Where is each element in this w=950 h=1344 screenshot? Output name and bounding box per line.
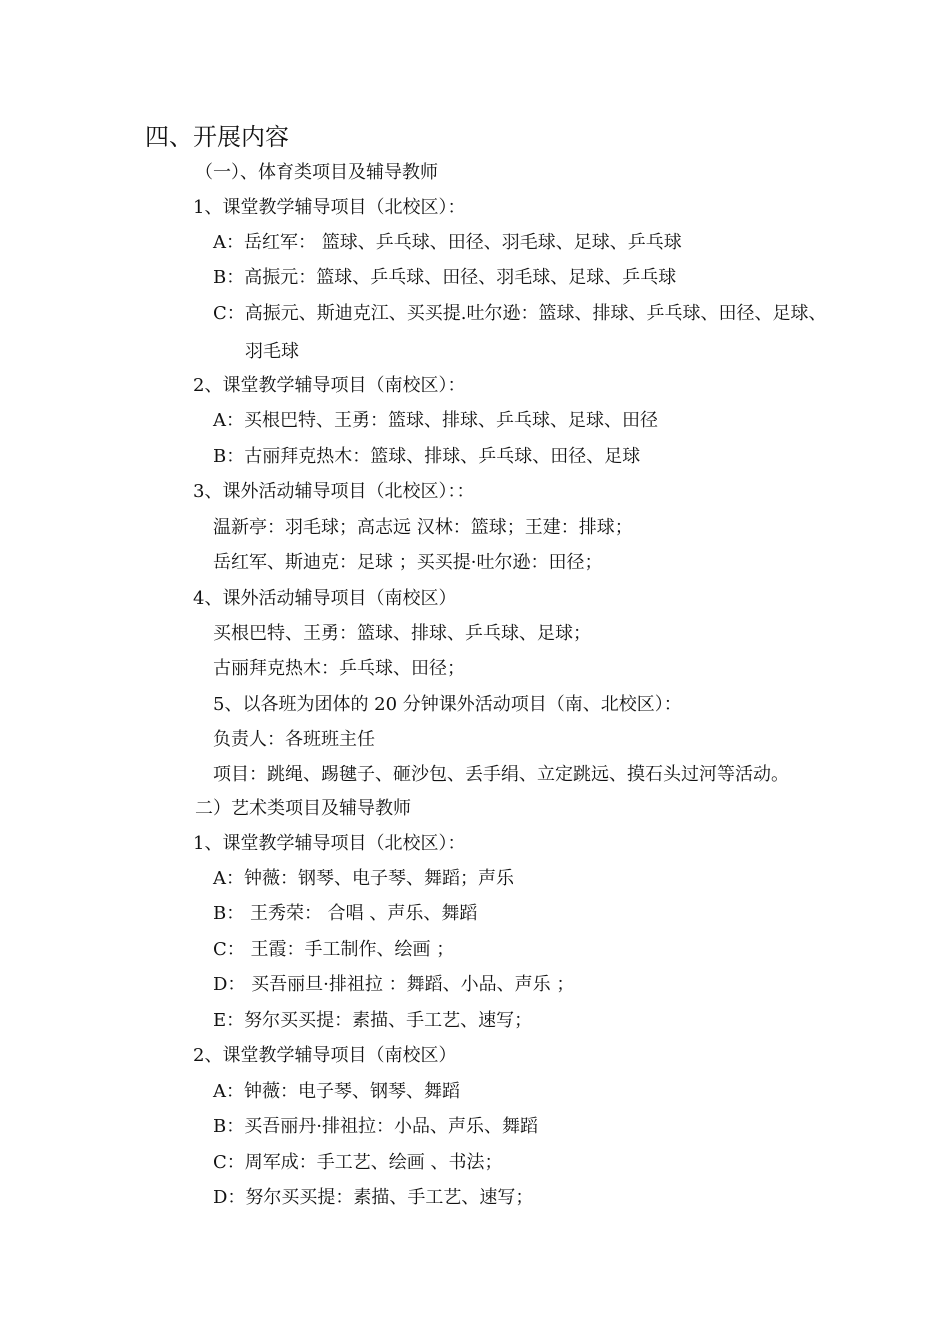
arts-classroom-south-item-c: C：周军成：手工艺、绘画 、书法； <box>213 1152 503 1173</box>
arts-classroom-north-item-d: D： 买吾丽旦·排祖拉 ：舞蹈、小品、声乐 ； <box>213 974 575 995</box>
sports-classroom-north-item-b: B：高振元：篮球、乒乓球、田径、羽毛球、足球、乒乓球 <box>213 267 677 288</box>
sports-classroom-south-item-a: A：买根巴特、王勇：篮球、排球、乒乓球、足球、田径 <box>213 410 658 431</box>
sports-extracurricular-south-line-1: 买根巴特、王勇：篮球、排球、乒乓球、足球； <box>213 623 591 644</box>
arts-classroom-north-item-c: C： 王霞：手工制作、绘画 ； <box>213 939 455 960</box>
sports-extracurricular-south-title: 4、课外活动辅导项目（南校区） <box>193 588 457 609</box>
arts-classroom-south-title: 2、课堂教学辅导项目（南校区） <box>193 1045 457 1066</box>
sports-extracurricular-north-line-2: 岳红军、斯迪克：足球 ；买买提·吐尔逊：田径； <box>213 552 603 573</box>
sports-extracurricular-north-title: 3、课外活动辅导项目（北校区）：： <box>193 481 475 502</box>
arts-classroom-north-item-b: B： 王秀荣： 合唱 、声乐、舞蹈 <box>213 903 478 924</box>
arts-classroom-south-item-a: A：钟薇：电子琴、钢琴、舞蹈 <box>213 1081 460 1102</box>
arts-classroom-north-title: 1、课堂教学辅导项目（北校区）： <box>193 833 466 854</box>
sports-section-title: （一）、体育类项目及辅导教师 <box>195 162 438 183</box>
arts-classroom-north-item-e: E：努尔买买提：素描、手工艺、速写； <box>213 1010 533 1031</box>
sports-extracurricular-north-line-1: 温新亭：羽毛球；高志远 汉林：篮球；王建：排球； <box>213 517 633 538</box>
sports-extracurricular-south-line-2: 古丽拜克热木：乒乓球、田径； <box>213 658 465 679</box>
sports-classroom-north-item-a: A：岳红军： 篮球、乒乓球、田径、羽毛球、足球、乒乓球 <box>213 232 682 253</box>
arts-section-title: 二）艺术类项目及辅导教师 <box>195 798 411 819</box>
arts-classroom-south-item-b: B：买吾丽丹·排祖拉：小品、声乐、舞蹈 <box>213 1116 538 1137</box>
sports-classroom-south-item-b: B：古丽拜克热木：篮球、排球、乒乓球、田径、足球 <box>213 446 641 467</box>
section-heading: 四、开展内容 <box>145 123 289 151</box>
sports-classroom-south-title: 2、课堂教学辅导项目（南校区）： <box>193 375 466 396</box>
sports-class-group-leader: 负责人：各班班主任 <box>213 729 375 750</box>
sports-class-group-items: 项目：跳绳、踢毽子、砸沙包、丢手绢、立定跳远、摸石头过河等活动。 <box>213 764 789 785</box>
arts-classroom-south-item-d: D：努尔买买提：素描、手工艺、速写； <box>213 1187 534 1208</box>
sports-class-group-title: 5、以各班为团体的 20 分钟课外活动项目（南、北校区）： <box>213 694 682 715</box>
sports-classroom-north-item-c-continued: 羽毛球 <box>245 341 299 362</box>
arts-classroom-north-item-a: A：钟薇：钢琴、电子琴、舞蹈；声乐 <box>213 868 514 889</box>
sports-classroom-north-item-c: C：高振元、斯迪克江、买买提.吐尔逊：篮球、排球、乒乓球、田径、足球、 <box>213 303 827 324</box>
sports-classroom-north-title: 1、课堂教学辅导项目（北校区）： <box>193 197 466 218</box>
